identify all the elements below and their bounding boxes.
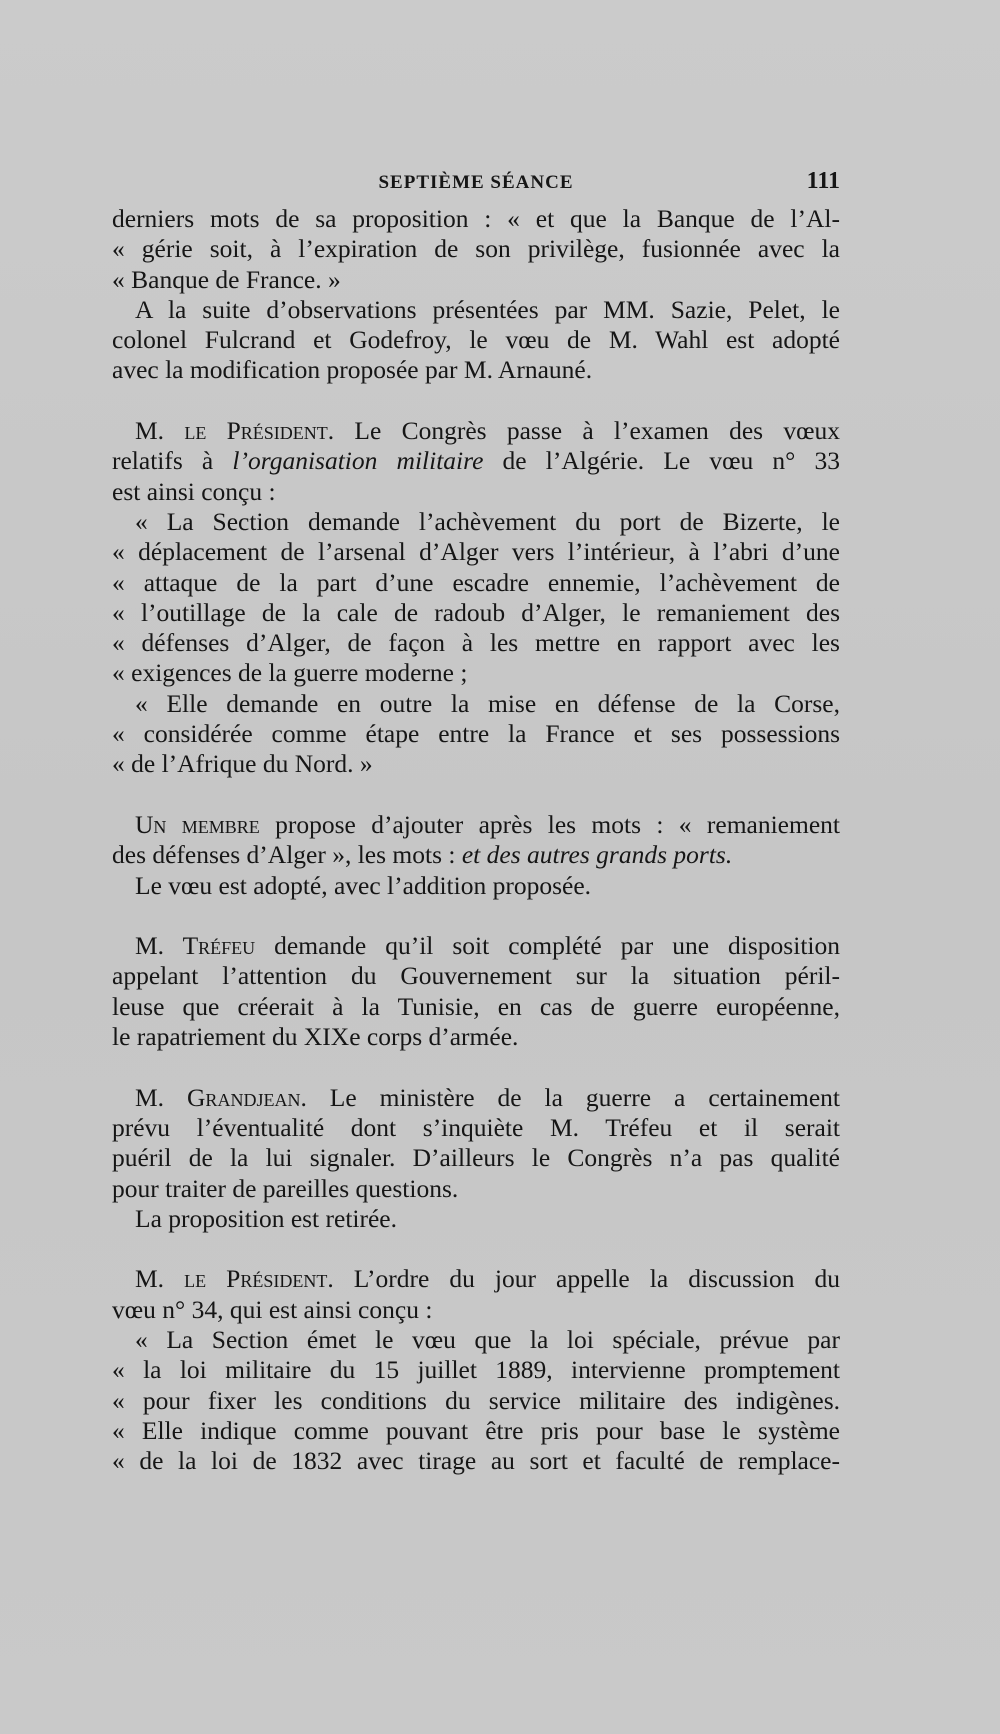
text-line: appelant l’attention du Gouvernement sur la situation péril- — [112, 961, 840, 991]
text-line — [112, 1083, 840, 1113]
text-line: vœu n° 34, qui est ainsi conçu : — [112, 1294, 433, 1324]
text-line — [112, 810, 840, 840]
quote-line: « La Section émet le vœu que la loi spéciale, prévue par — [135, 1324, 840, 1354]
quote-line: « exigences de la guerre moderne ; — [112, 658, 468, 688]
text-line: le rapatriement du XIXe corps d’armée. — [112, 1022, 519, 1052]
quote-line: « considérée comme étape entre la France et ses possessions — [112, 719, 840, 749]
running-title: SEPTIÈME SÉANCE — [378, 172, 574, 193]
quote-line: « l’outillage de la cale de radoub d’Alger, le remaniement des — [112, 597, 840, 627]
page-number: 111 — [806, 168, 840, 194]
text-line: avec la modification proposée par M. Arnauné. — [112, 355, 593, 385]
quote-line: « La Section demande l’achèvement du port de Bizerte, le — [135, 506, 840, 536]
text-line: « gérie soit, à l’expiration de son privilège, fusionnée avec la — [112, 234, 840, 264]
italic-phrase: et des autres grands ports. — [461, 840, 733, 870]
text-span: de l’Algérie. Le vœu n° 33 — [483, 446, 840, 476]
text-span: L’ordre du jour appelle la discussion du — [333, 1264, 841, 1294]
text-line: est ainsi conçu : — [112, 476, 276, 506]
text-line: puéril de la lui signaler. D’ailleurs le Congrès n’a pas qualité — [112, 1143, 840, 1173]
text-line: leuse que créerait à la Tunisie, en cas de guerre européenne, — [112, 991, 840, 1021]
text-line — [112, 931, 840, 961]
text-line — [112, 1264, 840, 1294]
italic-phrase: l’organisation militaire — [232, 446, 484, 476]
quote-line: « pour fixer les conditions du service militaire des indigènes. — [112, 1385, 840, 1415]
text-line: « Banque de France. » — [112, 264, 341, 294]
speaker-name: M. le Président. — [135, 1264, 334, 1294]
text-span: relatifs à — [112, 446, 233, 476]
text-span: propose d’ajouter après les mots : « remaniement — [259, 809, 840, 839]
speaker-name: M. Grandjean. — [135, 1082, 307, 1112]
speaker-name: M. Tréfeu — [135, 931, 256, 961]
text-line: colonel Fulcrand et Godefroy, le vœu de M. Wahl est adopté — [112, 325, 840, 355]
text-line: Le vœu est adopté, avec l’addition proposée. — [135, 870, 592, 900]
text-line: derniers mots de sa proposition : « et que la Banque de l’Al- — [112, 204, 840, 233]
text-span: Le Congrès passe à l’examen des vœux — [334, 416, 840, 446]
quote-line: « la loi militaire du 15 juillet 1889, intervienne promptement — [112, 1355, 840, 1385]
text-line — [112, 416, 840, 446]
quote-line: « attaque de la part d’une escadre ennemie, l’achèvement de — [112, 567, 840, 597]
text-span: demande qu’il soit complété par une disposition — [255, 931, 840, 961]
text-line — [112, 446, 840, 476]
quote-line: « Elle indique comme pouvant être pris pour base le système — [112, 1415, 840, 1445]
paragraph-gap — [112, 1234, 840, 1264]
quote-line: « Elle demande en outre la mise en défense de la Corse, — [135, 688, 840, 718]
quote-line: « de l’Afrique du Nord. » — [112, 749, 373, 779]
text-line: La proposition est retirée. — [135, 1203, 397, 1233]
text-span: Le ministère de la guerre a certainement — [306, 1082, 840, 1112]
speaker-name: Un membre — [135, 809, 260, 839]
text-span: des défenses d’Alger », les mots : — [112, 840, 462, 870]
text-line: pour traiter de pareilles questions. — [112, 1173, 459, 1203]
paragraph-gap — [112, 901, 840, 931]
paragraph-gap — [112, 1052, 840, 1082]
text-line — [112, 840, 840, 870]
paragraph-gap — [112, 386, 840, 416]
quote-line: « déplacement de l’arsenal d’Alger vers l’intérieur, à l’abri d’une — [112, 537, 840, 567]
quote-line: « de la loi de 1832 avec tirage au sort et faculté de remplace- — [112, 1446, 840, 1476]
paragraph-gap — [112, 780, 840, 810]
speaker-name: M. le Président. — [135, 416, 335, 446]
quote-line: « défenses d’Alger, de façon à les mettre en rapport avec les — [112, 628, 840, 658]
page-body — [112, 204, 840, 1476]
text-line: A la suite d’observations présentées par MM. Sazie, Pelet, le — [135, 294, 840, 324]
text-line: prévu l’éventualité dont s’inquiète M. Tréfeu et il serait — [112, 1112, 840, 1142]
running-head — [112, 168, 840, 202]
